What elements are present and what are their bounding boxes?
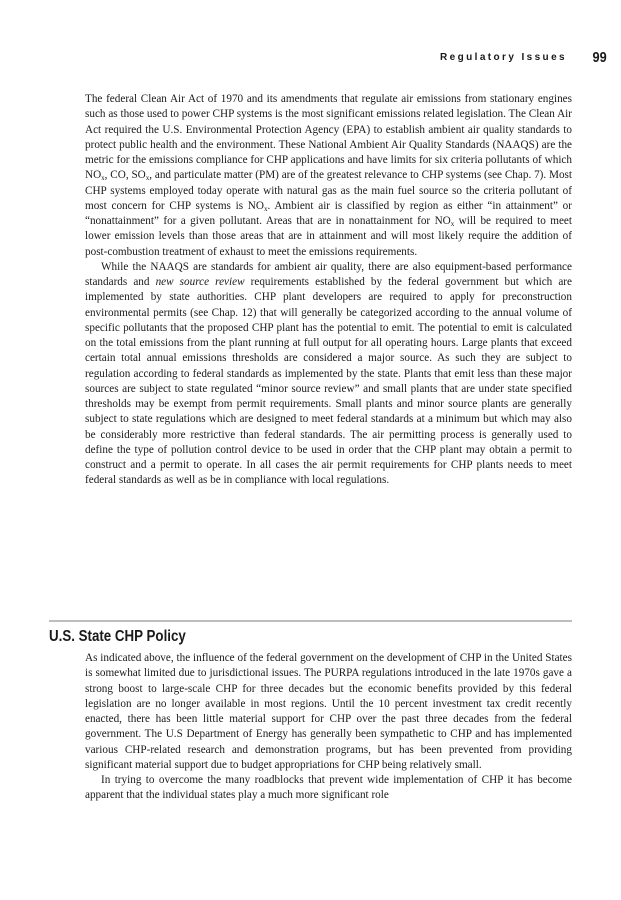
paragraph-clean-air-act: The federal Clean Air Act of 1970 and its amendments that regulate air emissions from stationary engines such as those used to power CHP systems is the most significant emissions related legislation. The Clean Air Act required the U.S. Environmental Protection Agency (EPA) to establish ambient air quality standards to protect public health and the environment. These National Ambient Air Quality Standards (NAAQS) are the metric for the emissions compliance for CHP applications and have limits for six criteria pollutants of which $NO_x$, CO, $SO_x$, and particulate matter (PM) are of the greatest relevance to CHP systems (see Chap. 7). Most CHP systems employed today operate with natural gas as the main fuel source so the criteria pollutant of most concern for CHP systems is $NO_x$. Ambient air is classified by region as either “in attainment” or “nonattainment” for a given pollutant. Areas that are in nonattainment for $NO_x$ will be required to meet lower emission levels than those areas that are in attainment and will most likely require the addition of post-combustion treatment of exhaust to meet the emissions requirements. xyxy=(85,93,573,258)
page-number: 99 xyxy=(592,49,607,66)
section-clean-air-act xyxy=(85,92,572,489)
page-header xyxy=(0,49,621,69)
paragraph-state-role: In trying to overcome the many roadblocks that prevent wide implementation of CHP it has become apparent that the individual states play a much more significant role xyxy=(85,774,572,802)
section-divider xyxy=(49,620,572,622)
section-heading: U.S. State CHP Policy xyxy=(49,628,186,645)
running-head: Regulatory Issues xyxy=(440,52,567,63)
paragraph-permitting: While the NAAQS are standards for ambient air quality, there are also equipment-based performance standards and new source review requirements established by the federal government but which are implemented by state authorities. CHP plant developers are required to apply for preconstruction environmental permits (see Chap. 12) that will generally be categorized according to the annual volume of specific pollutants that the proposed CHP plant has the potential to emit. The potential to emit is calculated on the total emissions from the plant running at full output for all operating hours. Large plants that exceed certain total annual emissions thresholds are considered a major source. As such they are subject to regulation according to federal standards as implemented by the state. Plants that emit less than these major sources are subject to state regulated “minor source review” and small plants that are under state specified thresholds may be exempt from permit requirements. Small plants and minor source plants are generally subject to state regulations which are designed to meet federal standards at a minimum but which may also be considerably more restrictive than federal standards. The air permitting process is generally used to define the type of pollution control device to be used in order that the CHP plant may obtain a permit to construct and a permit to operate. In all cases the air permit requirements for CHP plants needs to meet federal standards as well as be in compliance with local regulations. xyxy=(85,260,572,487)
paragraph-federal-influence: As indicated above, the influence of the federal government on the development of CHP in the United States is somewhat limited due to jurisdictional issues. The PURPA regulations introduced in the late 1970s gave a strong boost to large-scale CHP for three decades but the economic benefits provided by this federal legislation are no longer available in most regions. Until the 10 percent investment tax credit recently enacted, there has been little material support for CHP over the past three decades from the federal government. The U.S Department of Energy has generally been sympathetic to CHP and has implemented various CHP-related research and demonstration programs, but has been prevented from providing significant material support due to budget appropriations for CHP being relatively small. xyxy=(85,652,572,771)
section-state-chp-policy xyxy=(85,651,572,804)
